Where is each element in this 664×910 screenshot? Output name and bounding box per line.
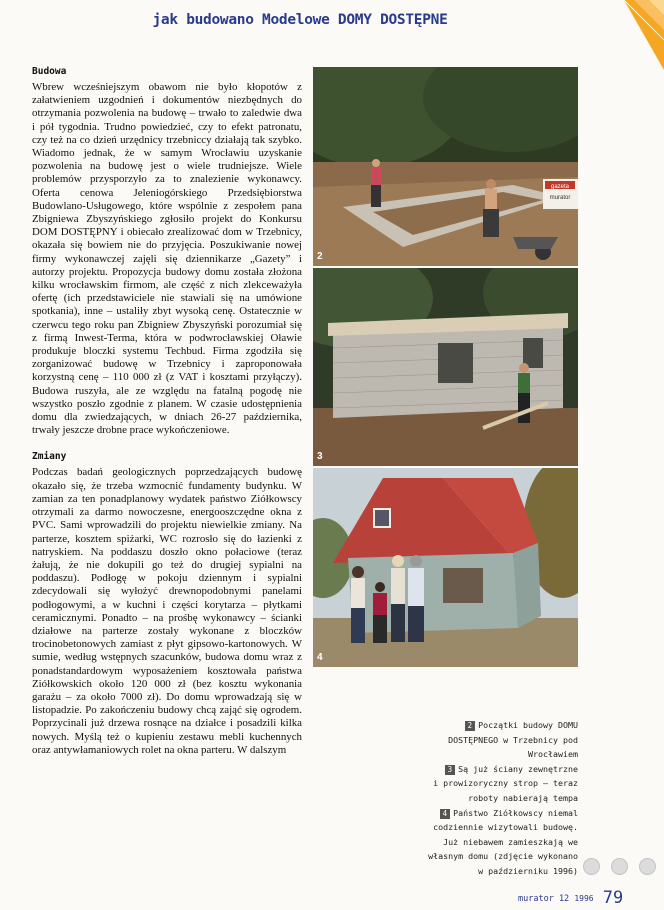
caption-number: 4 bbox=[440, 809, 451, 819]
magazine-year: 1996 bbox=[574, 894, 594, 903]
caption-number: 3 bbox=[445, 765, 456, 775]
caption-line: DOSTĘPNEGO w Trzebnicy pod bbox=[448, 734, 578, 745]
caption-line: Państwo Ziółkowscy niemal bbox=[453, 807, 578, 818]
photo-captions bbox=[410, 718, 578, 879]
photo-number: 2 bbox=[317, 251, 323, 262]
section-heading-zmiany: Zmiany bbox=[32, 451, 67, 463]
caption-line: Wrocławiem bbox=[528, 749, 578, 760]
caption-line: i prowizoryczny strop – teraz bbox=[433, 778, 578, 789]
magazine-name: murator 12 bbox=[518, 894, 570, 904]
page-header bbox=[0, 0, 664, 40]
page-footer bbox=[518, 888, 623, 908]
caption-line: codziennie wizytowali budowę. bbox=[433, 822, 578, 833]
caption-3 bbox=[410, 762, 578, 806]
corner-decoration bbox=[594, 0, 664, 70]
circle-decoration bbox=[611, 858, 628, 875]
photo-number: 4 bbox=[317, 652, 323, 663]
circle-decoration bbox=[583, 858, 600, 875]
caption-4 bbox=[410, 806, 578, 879]
sign-text-gazeta: gazeta bbox=[550, 184, 570, 190]
section-heading-budowa: Budowa bbox=[32, 66, 67, 77]
photo-house bbox=[313, 468, 578, 667]
photo-number: 3 bbox=[317, 451, 323, 462]
caption-line: w październiku 1996) bbox=[478, 865, 578, 876]
page-number: 79 bbox=[602, 888, 624, 908]
photo-foundation bbox=[313, 67, 578, 266]
sign-text-murator: murator bbox=[549, 195, 571, 201]
circle-decoration bbox=[639, 858, 656, 875]
section-text-budowa: Wbrew wcześniejszym obawom nie było kłopotów z załatwieniem uzgodnień i dokumentów niezbędnych do otrzymania pozwolenia na budowę – trwało to zaledwie dwa i pół tygodnia. Trudno powiedzieć, czy to efekt patronatu, czy też na co dzień urzędnicy trzebniccy działają tak szybko. Wiadomo jednak, że w samym Wrocławiu uzyskanie pozwolenia na budowę jest o wiele trudniejsze. Wiele problemów przysporzyło za to znalezienie wykonawcy. Oferta cenowa Jeleniogórskiego Przedsiębiorstwa Budowlano-Usługowego, które wspólnie z zespołem pana Zbigniewa Zbyszyńskiego zgłosiło projekt do Konkursu DOM DOSTĘPNY i obiecało zrealizować dom w Trzebnicy, okazała się bowiem nie do przyjęcia. Poszukiwanie nowej firmy wykonawczej zajęli się dziennikarze „Gazety” i autorzy projektu. Propozycja budowy domu została złożona kilku wrocławskim firmom, ale część z nich zlekceważyła ofertę (ich przedstawiciele nie stawiali się na umówione spotkania), inne – ustaliły zbyt wysoką cenę. Ostatecznie w czerwcu tego roku pan Zbigniew Zbyszyński porozumiał się z firmą Inwest-Terma, która w podwrocławskiej Oławie produkuje bloczki systemu Techbud. Firma zgodziła się zorganizować budowę w Trzebnicy i zaproponowała korzystną cenę – 110 000 zł (z VAT i kosztami przyłączy). Budowa ruszyła, ale ze względu na fatalną pogodę nie wszystko poszło zgodnie z planem. W czasie udostępnienia domu dla zwiedzających, w dniach 26-27 października, trwały jeszcze drobne prace wykończeniowe. bbox=[32, 81, 302, 437]
caption-line: własnym domu (zdjęcie wykonano bbox=[428, 851, 578, 862]
caption-line: Początki budowy DOMU bbox=[478, 720, 578, 730]
section-text-zmiany: Podczas badań geologicznych poprzedzających budowę okazało się, że trzeba wzmocnić fundamenty budynku. W zamian za ten ponadplanowy wydatek państwo Ziółkowscy otrzymali za darmo nowoczesne, energooszczędne okna z PVC. Sami wprowadzili do projektu niewielkie zmiany. Na parterze, kosztem spiżarki, WC rozrosło się do łazienki z natryskiem. Na poddaszu doszło okno połaciowe (teraz żałują, że nie dokupili go też do drugiej sypialni na poddaszu). Podłogę w pokoju dziennym i sypialni zdecydowali się wyłożyć drewnopodobnymi panelami podłogowymi, a w kuchni i części korytarza – płytkami ceramicznymi. Ponadto – na prośbę wykonawcy – ścianki działowe na parterze zostały wykonane z bloczków trocinobetonowych zamiast z płyt gipsowo-kartonowych. W sumie, według wstępnych szacunków, budowa domu wraz z ponadstandardowym wyposażeniem kosztowała państwa Ziółkowskich około 120 000 zł (bez kosztu wykonania garażu – za około 7000 zł). Do domu wprowadzają się w listopadzie. Po zakończeniu budowy chcą zająć się ogrodem. Poprzycinali już drzewa rosnące na działce i posadzili kilka nowych. Myślą też o kupieniu zestawu mebli kuchennych oraz antywłamaniowych rolet na okna parteru. W dalszym bbox=[32, 466, 302, 756]
page-title: jak budowano Modelowe DOMY DOSTĘPNE bbox=[152, 12, 448, 28]
caption-line: Już niebawem zamieszkają we bbox=[443, 836, 578, 847]
caption-2 bbox=[410, 718, 578, 762]
article-column bbox=[32, 66, 302, 757]
caption-line: Są już ściany zewnętrzne bbox=[458, 763, 578, 774]
caption-number: 2 bbox=[465, 721, 476, 731]
photo-walls bbox=[313, 268, 578, 466]
caption-line: roboty nabierają tempa bbox=[468, 792, 578, 803]
